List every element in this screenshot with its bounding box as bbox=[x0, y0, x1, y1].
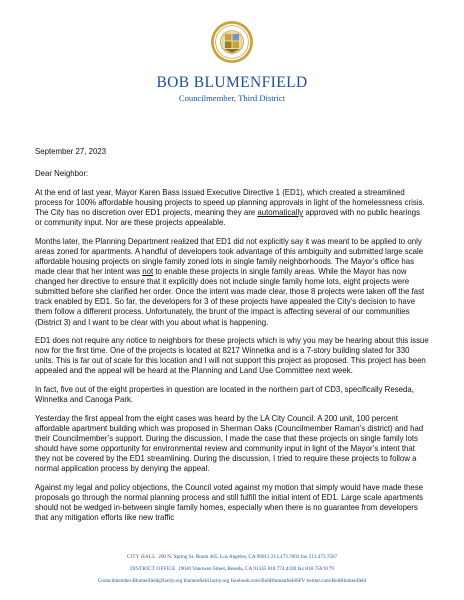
footer-city-hall-label: CITY HALL bbox=[126, 554, 156, 560]
letterhead bbox=[0, 20, 464, 104]
emphasis-automatically: automatically bbox=[257, 207, 304, 217]
councilmember-title: Councilmember, Third District bbox=[178, 93, 286, 103]
paragraph-1 bbox=[35, 188, 429, 228]
paragraph-4: In fact, five out of the eight properties in question are located in the northern part of CD3, specifically Reseda, Winnetka and Canoga Park. bbox=[35, 385, 414, 405]
paragraph-5: Yesterday the first appeal from the eight cases was heard by the LA City Council. A 200 unit, 100 percent affordable apartment building which was proposed in Sherman Oaks (Councilmember Raman’s district) and had their Councilmember’s support. During the discussion, I made the case that these projects on single family lots should have some opportunity for environmental review and community input in light of the Mayor’s intent that they not be covered by the ED1 streamlining. During the discussion, I tried to require these projects to follow a normal application process by denying the appeal. bbox=[35, 413, 424, 474]
paragraph-1-text-a: At the end of last year, Mayor Karen Bass issued Executive Directive 1 (ED1), which created a streamlined process for 100% affordable housing projects to speed up planning approvals in light of the homelessness crisis. The City has no discretion over ED1 projects, meaning they are bbox=[35, 187, 425, 217]
paragraph-1-text-b: approved with no public hearings or community input. Nor are these projects appealable. bbox=[35, 207, 421, 228]
letter-date: September 27, 2023 bbox=[35, 147, 107, 156]
footer-district-office bbox=[0, 566, 464, 572]
letter-body bbox=[35, 147, 429, 532]
footer-contact-links[interactable]: Councilmember.Blumenfield@lacity.org blumenfield.lacity.org facebook.com/BobBlumenfieldSFV twitter.com/BobBlumenfield bbox=[97, 578, 367, 584]
footer-district-office-label: DISTRICT OFFICE bbox=[130, 566, 176, 572]
paragraph-2-text-a: Months later, the Planning Department realized that ED1 did not explicitly say it was meant to be applied to only areas zoned for apartments. A handful of developers took advantage of this ambiguity and submitted large scale affordable housing projects on single family zoned lots in single family neighborhoods. The Mayor’s office has made clear that her intent was bbox=[35, 236, 424, 277]
footer-city-hall bbox=[0, 554, 464, 560]
councilmember-name: BOB BLUMENFIELD bbox=[156, 74, 308, 91]
footer-district-office-address: 19040 Vanowen Street, Reseda, CA 91335 818.774.4330 fax 818.756.9179 bbox=[178, 566, 334, 572]
paragraph-2-text-b: to enable these projects in single family areas. While the Mayor has now changed her directive to ensure that it explicitly does not include single family home lots, eight projects were submitted before she clarified her order. Once the intent was made clear, those 8 projects were taken off the fast track enabled by ED1. So far, the developers for 3 of these projects have appealed the City’s decision to have them follow a different process. Unfortunately, the brunt of the impact is affecting several of our communities (District 3) and I want to be clear with you about what is happening. bbox=[35, 267, 425, 327]
footer-city-hall-address: 200 N. Spring St. Room 465, Los Angeles, CA 90012 213.473.7003 fax 213.473.7567 bbox=[158, 554, 338, 560]
emphasis-not: not bbox=[142, 267, 154, 277]
paragraph-3: ED1 does not require any notice to neighbors for these projects which is why you may be hearing about this issue now for the first time. One of the projects is located at 8217 Winnetka and is a 7-story building slated for 330 units. This is far out of scale for this location and I will not support this project as proposed. This project has been appealed and the appeal will be heard at the Planning and Land Use Committee next week. bbox=[35, 336, 429, 376]
salutation: Dear Neighbor: bbox=[35, 169, 89, 179]
paragraph-2 bbox=[35, 237, 429, 328]
city-seal-icon bbox=[210, 20, 254, 64]
paragraph-6: Against my legal and policy objections, the Council voted against my motion that simply would have made these proposals go through the normal planning process and still fulfill the initial intent of ED1. Large scale apartments should not be wedged in-between single family homes, especially when there is no guarantee from developers that any mitigation efforts like new traffic bbox=[35, 483, 424, 523]
